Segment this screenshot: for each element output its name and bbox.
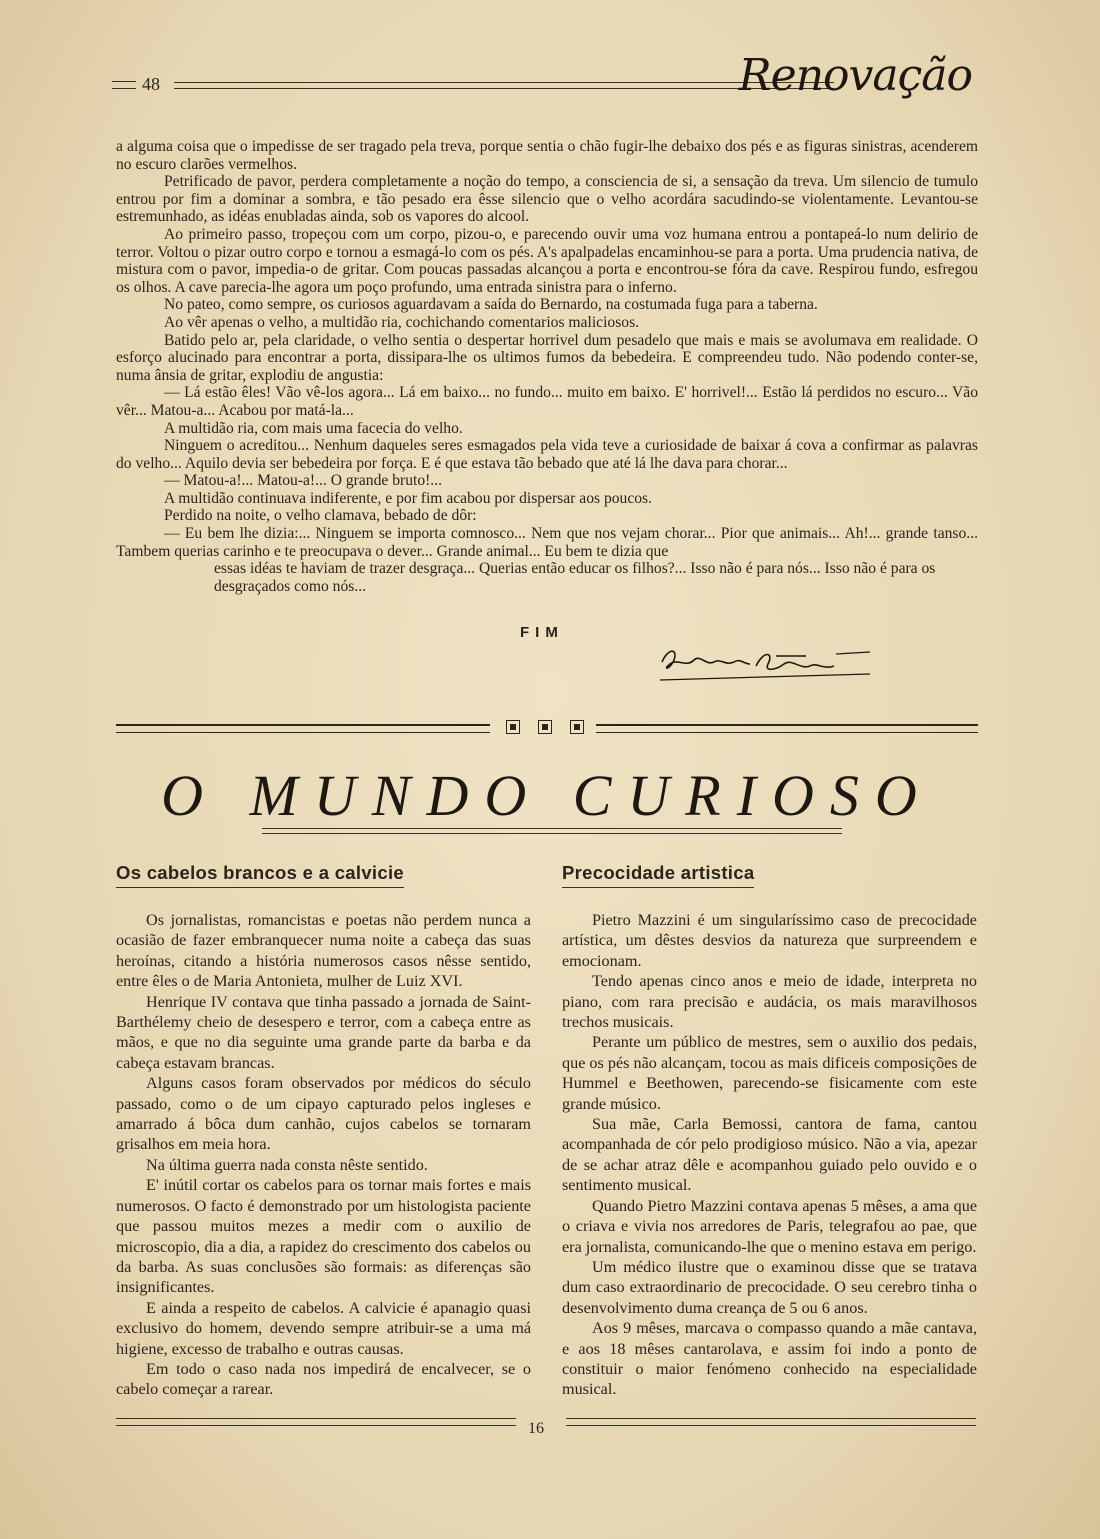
story-paragraph: Batido pelo ar, pela claridade, o velho sentia o despertar horrivel dum pesadelo que mais e mais se avolumava em realidade. O esforço alucinado para encontrar a porta, dissipara-lhe os ultimos fumos da bebedeira. E compreendeu tudo. Não podendo conter-se, numa ânsia de gritar, explodiu de angustia: (116, 331, 978, 384)
story-paragraph: a alguma coisa que o impedisse de ser tragado pela treva, porque sentia o chão fugir-lhe debaixo dos pés e as figuras sinistras, acenderem no escuro clarões vermelhos. (116, 138, 978, 173)
story-paragraph: Petrificado de pavor, perdera completamente a noção do tempo, a consciencia de si, a sensação da treva. Um silencio de tumulo entrou por fim a dominar a sombra, e tão pesado era êsse silencio que o velho acordára sacudindo-se violentamente. Levantou-se estremunhado, as idéas enubladas ainda, sob os vapores do alcool. (116, 173, 978, 226)
folio-number: 16 (528, 1420, 544, 1437)
divider-square-icon (506, 720, 520, 734)
story-dialogue: — Eu bem lhe dizia:... Ninguem se importa comnosco... Nem que nos vejam chorar... Pior que animais... Ah!... grande tanso... Tambem querias carinho e te preocupava o dever... Grande animal... Eu bem te dizia que (116, 525, 978, 560)
article-paragraph: Na última guerra nada consta nêste sentido. (146, 1155, 428, 1174)
page-number-text: 48 (142, 74, 160, 94)
story-paragraph: Ninguem o acreditou... Nenhum daqueles seres esmagados pela vida teve a curiosidade de baixar á cova a confirmar as palavras do velho... Aquilo devia ser bebedeira por força. E é que estava tão bebado que até lá lhe dava para chorar... (116, 437, 978, 472)
article-paragraph: Henrique IV contava que tinha passado a jornada de Saint-Barthélemy cheio de desespero e terror, com a cabeça entre as mãos, e que no dia seguinte uma grande parte da barba e da cabeça estavam brancas. (116, 992, 531, 1072)
header-ornament (112, 81, 136, 89)
story-text (116, 138, 978, 595)
divider-line (596, 724, 978, 733)
author-signature (656, 640, 876, 688)
article-paragraph: E ainda a respeito de cabelos. A calvicie é apanagio quasi exclusivo do homem, devendo sempre atribuir-se a uma má higiene, excesso de trabalho e outras causas. (116, 1298, 531, 1358)
story-paragraph: No pateo, como sempre, os curiosos aguardavam a saída do Bernardo, na costumada fuga para a taberna. (164, 296, 818, 314)
article-paragraph: Alguns casos foram observados por médicos do século passado, como o de um cipayo capturado pelos ingleses e amarrado á bôca dum canhão, cujos cabelos se tornaram grisalhos em meia hora. (116, 1074, 531, 1154)
story-paragraph: Perdido na noite, o velho clamava, bebado de dôr: (164, 507, 477, 525)
article-paragraph: Em todo o caso nada nos impedirá de encalvecer, se o cabelo começar a rarear. (116, 1359, 531, 1399)
article-paragraph: Sua mãe, Carla Bemossi, cantora de fama, cantou acompanhada de cór pelo prodigioso músico. Não a via, apezar de se achar atraz dêle e acompanhou guiado pelo ouvido e o sentimento musical. (562, 1115, 977, 1195)
divider-line (116, 724, 490, 733)
article-paragraph: Um médico ilustre que o examinou disse que se tratava dum caso extraordinario de precocidade. O seu cerebro tinha o desenvolvimento duma creança de 5 ou 6 anos. (562, 1257, 977, 1317)
article-heading: Os cabelos brancos e a calvicie (116, 862, 404, 888)
article-left-column (116, 862, 531, 1400)
story-paragraph: Ao vêr apenas o velho, a multidão ria, cochichando comentarios maliciosos. (164, 313, 640, 331)
article-paragraph: Os jornalistas, romancistas e poetas não perdem nunca a ocasião de fazer embranquecer numa noite a cabeça das suas heroínas, citando a história numerosos casos nêsse sentido, entre êles o de Maria Antonieta, mulher de Luiz XVI. (116, 911, 531, 991)
article-paragraph: Pietro Mazzini é um singularíssimo caso de precocidade artística, um dêstes desvios da natureza que surpreendem e emocionam. (562, 911, 977, 970)
story-dialogue-end: essas idéas te haviam de trazer desgraça... Querias então educar os filhos?... Isso não é para nós... Isso não é para os desgraçados como nós... (214, 560, 936, 595)
article-heading: Precocidade artistica (562, 862, 754, 888)
footer-rule-left (116, 1418, 516, 1426)
article-paragraph: Tendo apenas cinco anos e meio de idade, interpreta no piano, com rara precisão e audácia, os mais maravilhosos trechos musicais. (562, 972, 977, 1032)
page-number (112, 74, 160, 95)
article-paragraph: Aos 9 mêses, marcava o compasso quando a mãe cantava, e aos 18 mêses cantarolava, e assim foi indo a ponto de constituir o maior fenómeno conhecido na especialidade musical. (562, 1319, 977, 1399)
end-mark: FIM (520, 624, 564, 641)
footer-rule-right (566, 1418, 976, 1426)
divider-square-icon (570, 720, 584, 734)
divider-square-icon (538, 720, 552, 734)
story-paragraph: A multidão continuava indiferente, e por fim acabou por dispersar aos poucos. (164, 489, 653, 507)
article-paragraph: Perante um público de mestres, sem o auxilio dos pedais, que os pés não alcançam, tocou as mais dificeis composições de Hummel e Beethowen, parecendo-se fisicamente com este grande músico. (562, 1033, 977, 1113)
story-dialogue: — Lá estão êles! Vão vê-los agora... Lá em baixo... no fundo... muito em baixo. E' horrivel!... Estão lá perdidos no escuro... Vão vêr... Matou-a... Acabou por matá-la... (116, 384, 978, 419)
article-paragraph: E' inútil cortar os cabelos para os tornar mais fortes e mais numerosos. O facto é demonstrado por um histologista paciente que passou muitos mezes a medir com o auxilio de microscopio, dia a dia, a rapidez do crescimento dos cabelos ou da barba. As suas conclusões são formais: as diferenças são insignificantes. (116, 1176, 531, 1297)
page-header (112, 50, 972, 106)
story-paragraph: A multidão ria, com mais uma facecia do velho. (164, 419, 463, 437)
masthead-logo: Renovação (738, 50, 972, 101)
article-right-column (562, 862, 977, 1400)
title-rule (262, 828, 842, 834)
section-divider (116, 720, 978, 740)
section-title: O MUNDO CURIOSO (161, 763, 933, 828)
header-rule (174, 82, 834, 89)
story-paragraph: Ao primeiro passo, tropeçou com um corpo, pizou-o, e parecendo ouvir uma voz humana entrou a pontapeá-lo num delirio de terror. Voltou o pizar outro corpo e tornou a esmagá-lo com os pés. A's apalpadelas encaminhou-se para a porta. Uma prudencia nativa, de mistura com o pavor, impedia-o de gritar. Com poucas passadas alcançou a porta e encontrou-se fóra da cave. Respirou fundo, esfregou os olhos. A cave parecia-lhe agora um poço profundo, uma entrada sinistra para o inferno. (116, 225, 978, 296)
article-paragraph: Quando Pietro Mazzini contava apenas 5 mêses, a ama que o criava e vivia nos arredores de Paris, telegrafou ao pae, que era jornalista, comunicando-lhe que o menino estava em perigo. (562, 1196, 977, 1256)
story-dialogue: — Matou-a!... Matou-a!... O grande bruto!... (164, 472, 443, 490)
